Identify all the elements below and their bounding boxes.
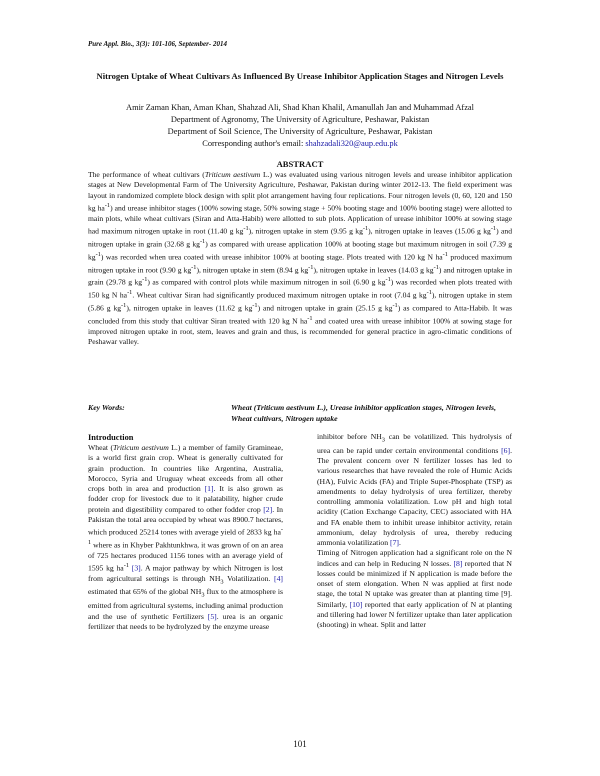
corresponding-label: Corresponding author's email:: [202, 139, 306, 148]
intro-paragraph-continued: inhibitor before $NH_3$ can be volatilized. This hydrolysis of urea can be rapid under certain environmental conditions [6]. The prevalent concern over N fertilizer losses has led to various researches that have revealed the role of Humic Acids (HA), Fulvic Acids (FA) and Triple Super-Phosphate (TSP) as amendments to delay hydrolysis of urea fertilizer, thereby controlling ammonia volatilization. Low pH and high total acidity (Cation Exchange Capacity, CEC) associated with HA and FA enable them to inhibit urease inhibitor activity, retain ammonium, delay hydrolysis of urea, thereby reducing ammonia volatilization [7].: [317, 432, 512, 548]
author-block: [88, 102, 512, 150]
citation-link[interactable]: [7]: [390, 538, 399, 548]
citation-link[interactable]: [8]: [453, 558, 463, 568]
keywords-label: Key Words:: [88, 403, 125, 412]
citation-link[interactable]: [2]: [263, 504, 273, 514]
intro-paragraph: Wheat (Triticum aestivum L.) a member of family Gramineae, is a world first grain crop. Wheat is generally cultivated for grain production. In countries like Argentina, Australia, Morocco, Syria and Uruguay wheat exceeds from all other crops both in area and production [1]. It is also grown as fodder crop for livestock due to it palatability, higher crude protein and digestibility compared to other fodder crop [2]. In Pakistan the total area occupied by wheat was 8900.7 hectares, which produced 25214 tones with average yield of 2833 kg $ha^{-1}$ where as in Khyber Pakhtunkhwa, it was grown of on an area of 725 hectares produced 1156 tones with an average yield of 1595 kg $ha^{-1}$ [3]. A major pathway by which Nitrogen is lost from agricultural settings is through $NH_3$ Volatilization. [4] estimated that 65% of the global $NH_3$ flux to the atmosphere is emitted from agricultural systems, including animal production and the use of synthetic Fertilizers [5]. urea is an organic fertilizer that needs to be hydrolyzed by the enzyme urease: [88, 443, 284, 631]
affiliation-2: Department of Soil Science, The University of Agriculture, Peshawar, Pakistan: [167, 127, 433, 136]
page-number: 101: [293, 739, 307, 749]
introduction-heading: Introduction: [88, 433, 134, 442]
citation-link[interactable]: [3]: [131, 563, 141, 573]
body-column-left: [88, 432, 283, 632]
citation-link[interactable]: [5]: [207, 611, 217, 621]
author-list: Amir Zaman Khan, Aman Khan, Shahzad Ali, Shad Khan Khalil, Amanullah Jan and Muhammad Afzal: [126, 103, 474, 112]
paper-title: Nitrogen Uptake of Wheat Cultivars As Influenced By Urease Inhibitor Application Stages and Nitrogen Levels: [96, 71, 504, 81]
abstract-heading: ABSTRACT: [276, 159, 324, 169]
abstract-text: The performance of wheat cultivars (Triticum aestivum L.) was evaluated using various nitrogen levels and urease inhibitor application stages at New Developmental Farm of The University Agriculture, Peshawar, Pakistan during winter 2012-13. The field experiment was layout in randomized complete block design with split plot arrangement having four replications. Four nitrogen levels (0, 60, 120 and 150 kg $ha^{-1}$) and urease inhibitor stages (100% sowing stage, 50% sowing stage + 50% booting stage and 100% booting stage) were allotted to main plots, while wheat cultivars (Siran and Atta-Habib) were allotted to sub plots. Application of urease inhibitor 100% at sowing stage had maximum nitrogen uptake in root (11.40 g $kg^{-1}$), nitrogen uptake in stem (9.95 g $kg^{-1}$), nitrogen uptake in leaves (15.06 g $kg^{-1}$) and nitrogen uptake in grain (32.68 g $kg^{-1}$) as compared with urease application 100% at booting stage but maximum nitrogen in soil (7.39 g $kg^{-1}$) was recorded when urea coated with urease inhibitor 100% at booting stage. Plots treated with 120 kg N $ha^{-1}$ produced maximum nitrogen uptake in root (9.90 g $kg^{-1}$), nitrogen uptake in stem (8.94 g $kg^{-1}$), nitrogen uptake in leaves (14.03 g $kg^{-1}$) and nitrogen uptake in grain (29.78 g $kg^{-1}$) as compared with control plots while maximum nitrogen in soil (6.90 g $kg^{-1}$) was recorded when plots treated with 150 kg N $ha^{-1}$. Wheat cultivar Siran had significantly produced maximum nitrogen uptake in root (7.04 g $kg^{-1}$), nitrogen uptake in stem (5.86 g $kg^{-1}$), nitrogen uptake in leaves (11.62 g $kg^{-1}$) and nitrogen uptake in grain (25.15 g $kg^{-1}$) as compared to Atta-Habib. It was concluded from this study that cultivar Siran treated with 120 kg N $ha^{-1}$ and coated urea with urease inhibitor 100% at sowing stage for improved nitrogen uptake in root, stem, leaves and grain and thus, is recommended for general practice in agro-climatic conditions of Peshawar valley.: [88, 170, 513, 346]
citation-link[interactable]: [1]: [204, 484, 214, 493]
citation-link[interactable]: [10]: [349, 599, 363, 609]
corresponding-email[interactable]: shahzadali320@aup.edu.pk: [305, 139, 398, 148]
journal-header: Pure Appl. Bio., 3(3): 101-106, September- 2014: [88, 40, 227, 48]
affiliation-1: Department of Agronomy, The University of Agriculture, Peshawar, Pakistan: [170, 115, 430, 124]
keywords-list: Wheat (Triticum aestivum L.), Urease inhibitor application stages, Nitrogen levels, Wheat cultivars, Nitrogen uptake: [231, 403, 497, 423]
citation-link[interactable]: [6]: [501, 445, 511, 455]
timing-paragraph: Timing of Nitrogen application had a significant role on the N indices and can help in Reducing N losses. [8] reported that N losses could be minimized if N application is made before the onset of stem elongation. When N was applied at first node stage, the total N uptake was greater than at planting time [9]. Similarly, [10] reported that early application of N at planting and tillering had lower N fertilizer uptake than later application (shooting) in wheat. Split and latter: [317, 548, 512, 630]
body-column-right: [317, 432, 512, 630]
citation-link[interactable]: [4]: [274, 573, 283, 583]
corresponding-line: [88, 138, 512, 150]
